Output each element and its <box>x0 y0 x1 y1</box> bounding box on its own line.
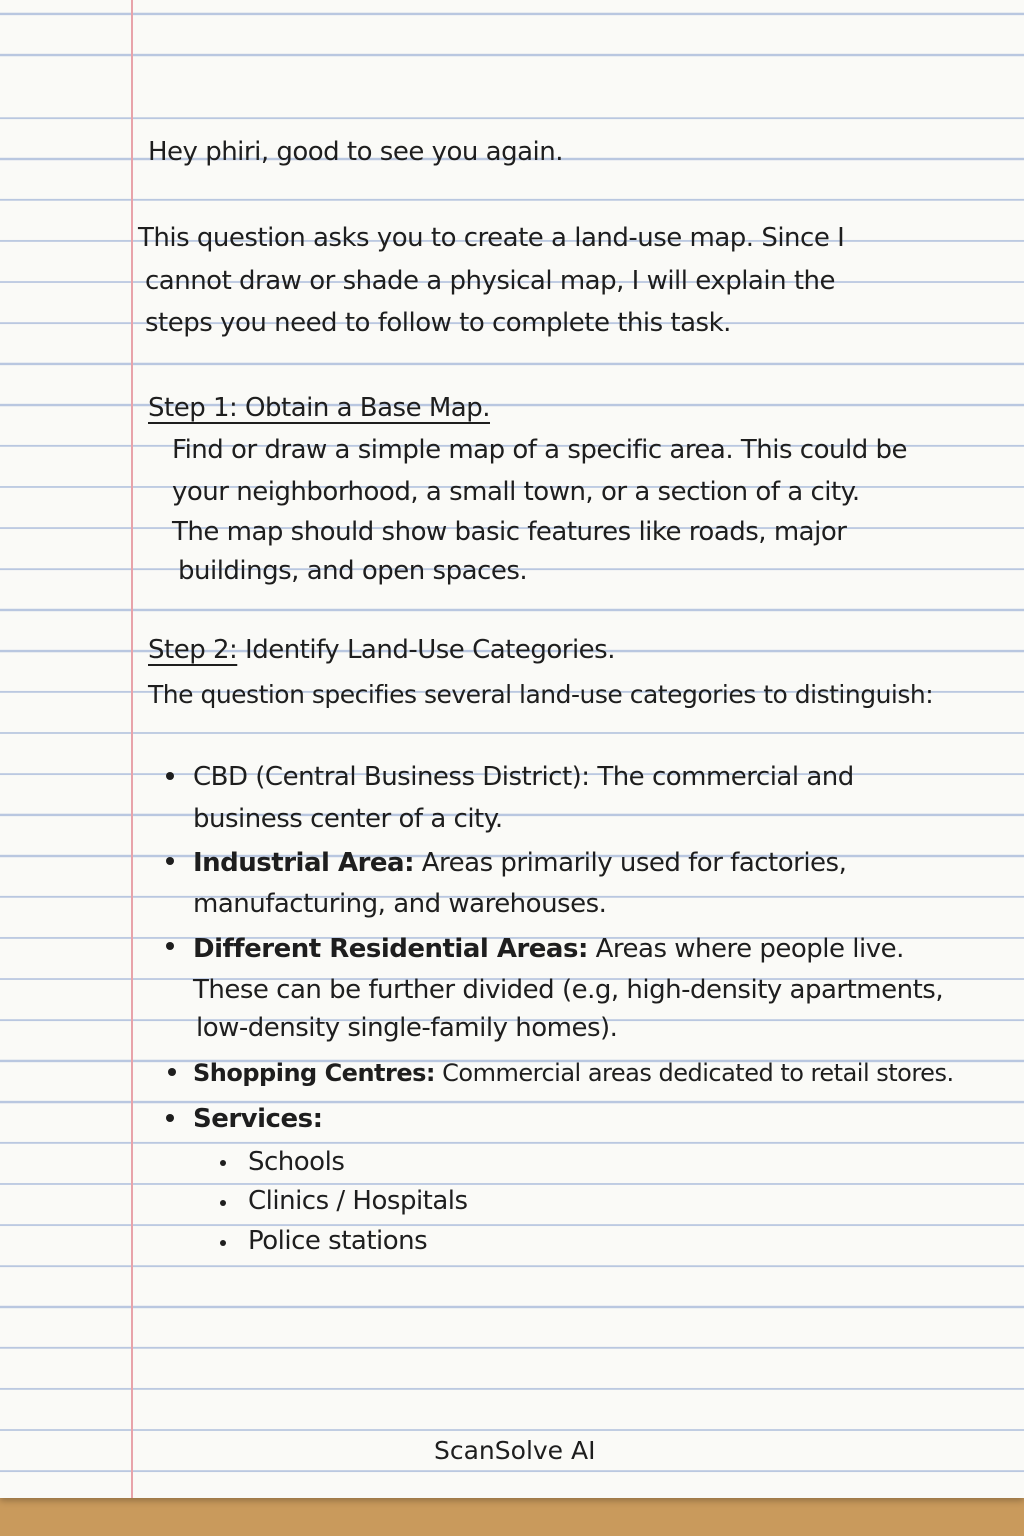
industrial-line-2: manufacturing, and warehouses. <box>193 889 607 919</box>
industrial-desc: Areas primarily used for factories, <box>421 848 847 878</box>
sub-bullet-icon <box>220 1240 226 1246</box>
service-item-clinics: Clinics / Hospitals <box>248 1186 468 1216</box>
cbd-line-2: business center of a city. <box>193 804 503 834</box>
step-2-intro: The question specifies several land-use categories to distinguish: <box>148 680 934 709</box>
step-2-label: Step 2: <box>148 635 238 665</box>
step-1-line-1: Find or draw a simple map of a specific area. This could be <box>172 435 907 465</box>
step-1-line-2: your neighborhood, a small town, or a section of a city. <box>172 477 860 507</box>
bullet-icon <box>166 942 174 950</box>
shopping-term: Shopping Centres: <box>193 1059 436 1087</box>
step-2-heading <box>148 630 615 670</box>
intro-line-2: cannot draw or shade a physical map, I will explain the <box>145 266 835 296</box>
sub-bullet-icon <box>220 1200 226 1206</box>
bullet-icon <box>166 1114 174 1122</box>
service-item-schools: Schools <box>248 1147 345 1177</box>
service-item-police: Police stations <box>248 1226 428 1256</box>
bullet-icon <box>166 857 174 865</box>
intro-line-1: This question asks you to create a land-use map. Since I <box>138 223 845 253</box>
shopping-desc: Commercial areas dedicated to retail stores. <box>442 1059 954 1087</box>
bullet-icon <box>168 1068 176 1076</box>
residential-line-2: These can be further divided (e.g, high-density apartments, <box>193 975 944 1005</box>
residential-desc: Areas where people live. <box>595 934 904 964</box>
shopping-line <box>193 1053 954 1093</box>
step-2-title: Identify Land-Use Categories. <box>245 635 615 665</box>
industrial-line-1 <box>193 843 846 883</box>
intro-line-3: steps you need to follow to complete this task. <box>145 308 731 338</box>
sub-bullet-icon <box>220 1160 226 1166</box>
residential-line-3: low-density single-family homes). <box>196 1013 618 1043</box>
margin-line <box>131 0 133 1498</box>
industrial-term: Industrial Area: <box>193 848 414 878</box>
signature-text: ScanSolve AI <box>434 1436 596 1465</box>
step-1-heading: Step 1: Obtain a Base Map. <box>148 393 490 423</box>
residential-term: Different Residential Areas: <box>193 934 588 964</box>
greeting-text: Hey phiri, good to see you again. <box>148 137 563 167</box>
services-term: Services: <box>193 1104 323 1134</box>
step-1-line-4: buildings, and open spaces. <box>178 556 528 586</box>
step-1-line-3: The map should show basic features like roads, major <box>172 517 847 547</box>
cbd-line-1: CBD (Central Business District): The commercial and <box>193 762 854 792</box>
bullet-icon <box>166 772 174 780</box>
residential-line-1 <box>193 929 904 969</box>
